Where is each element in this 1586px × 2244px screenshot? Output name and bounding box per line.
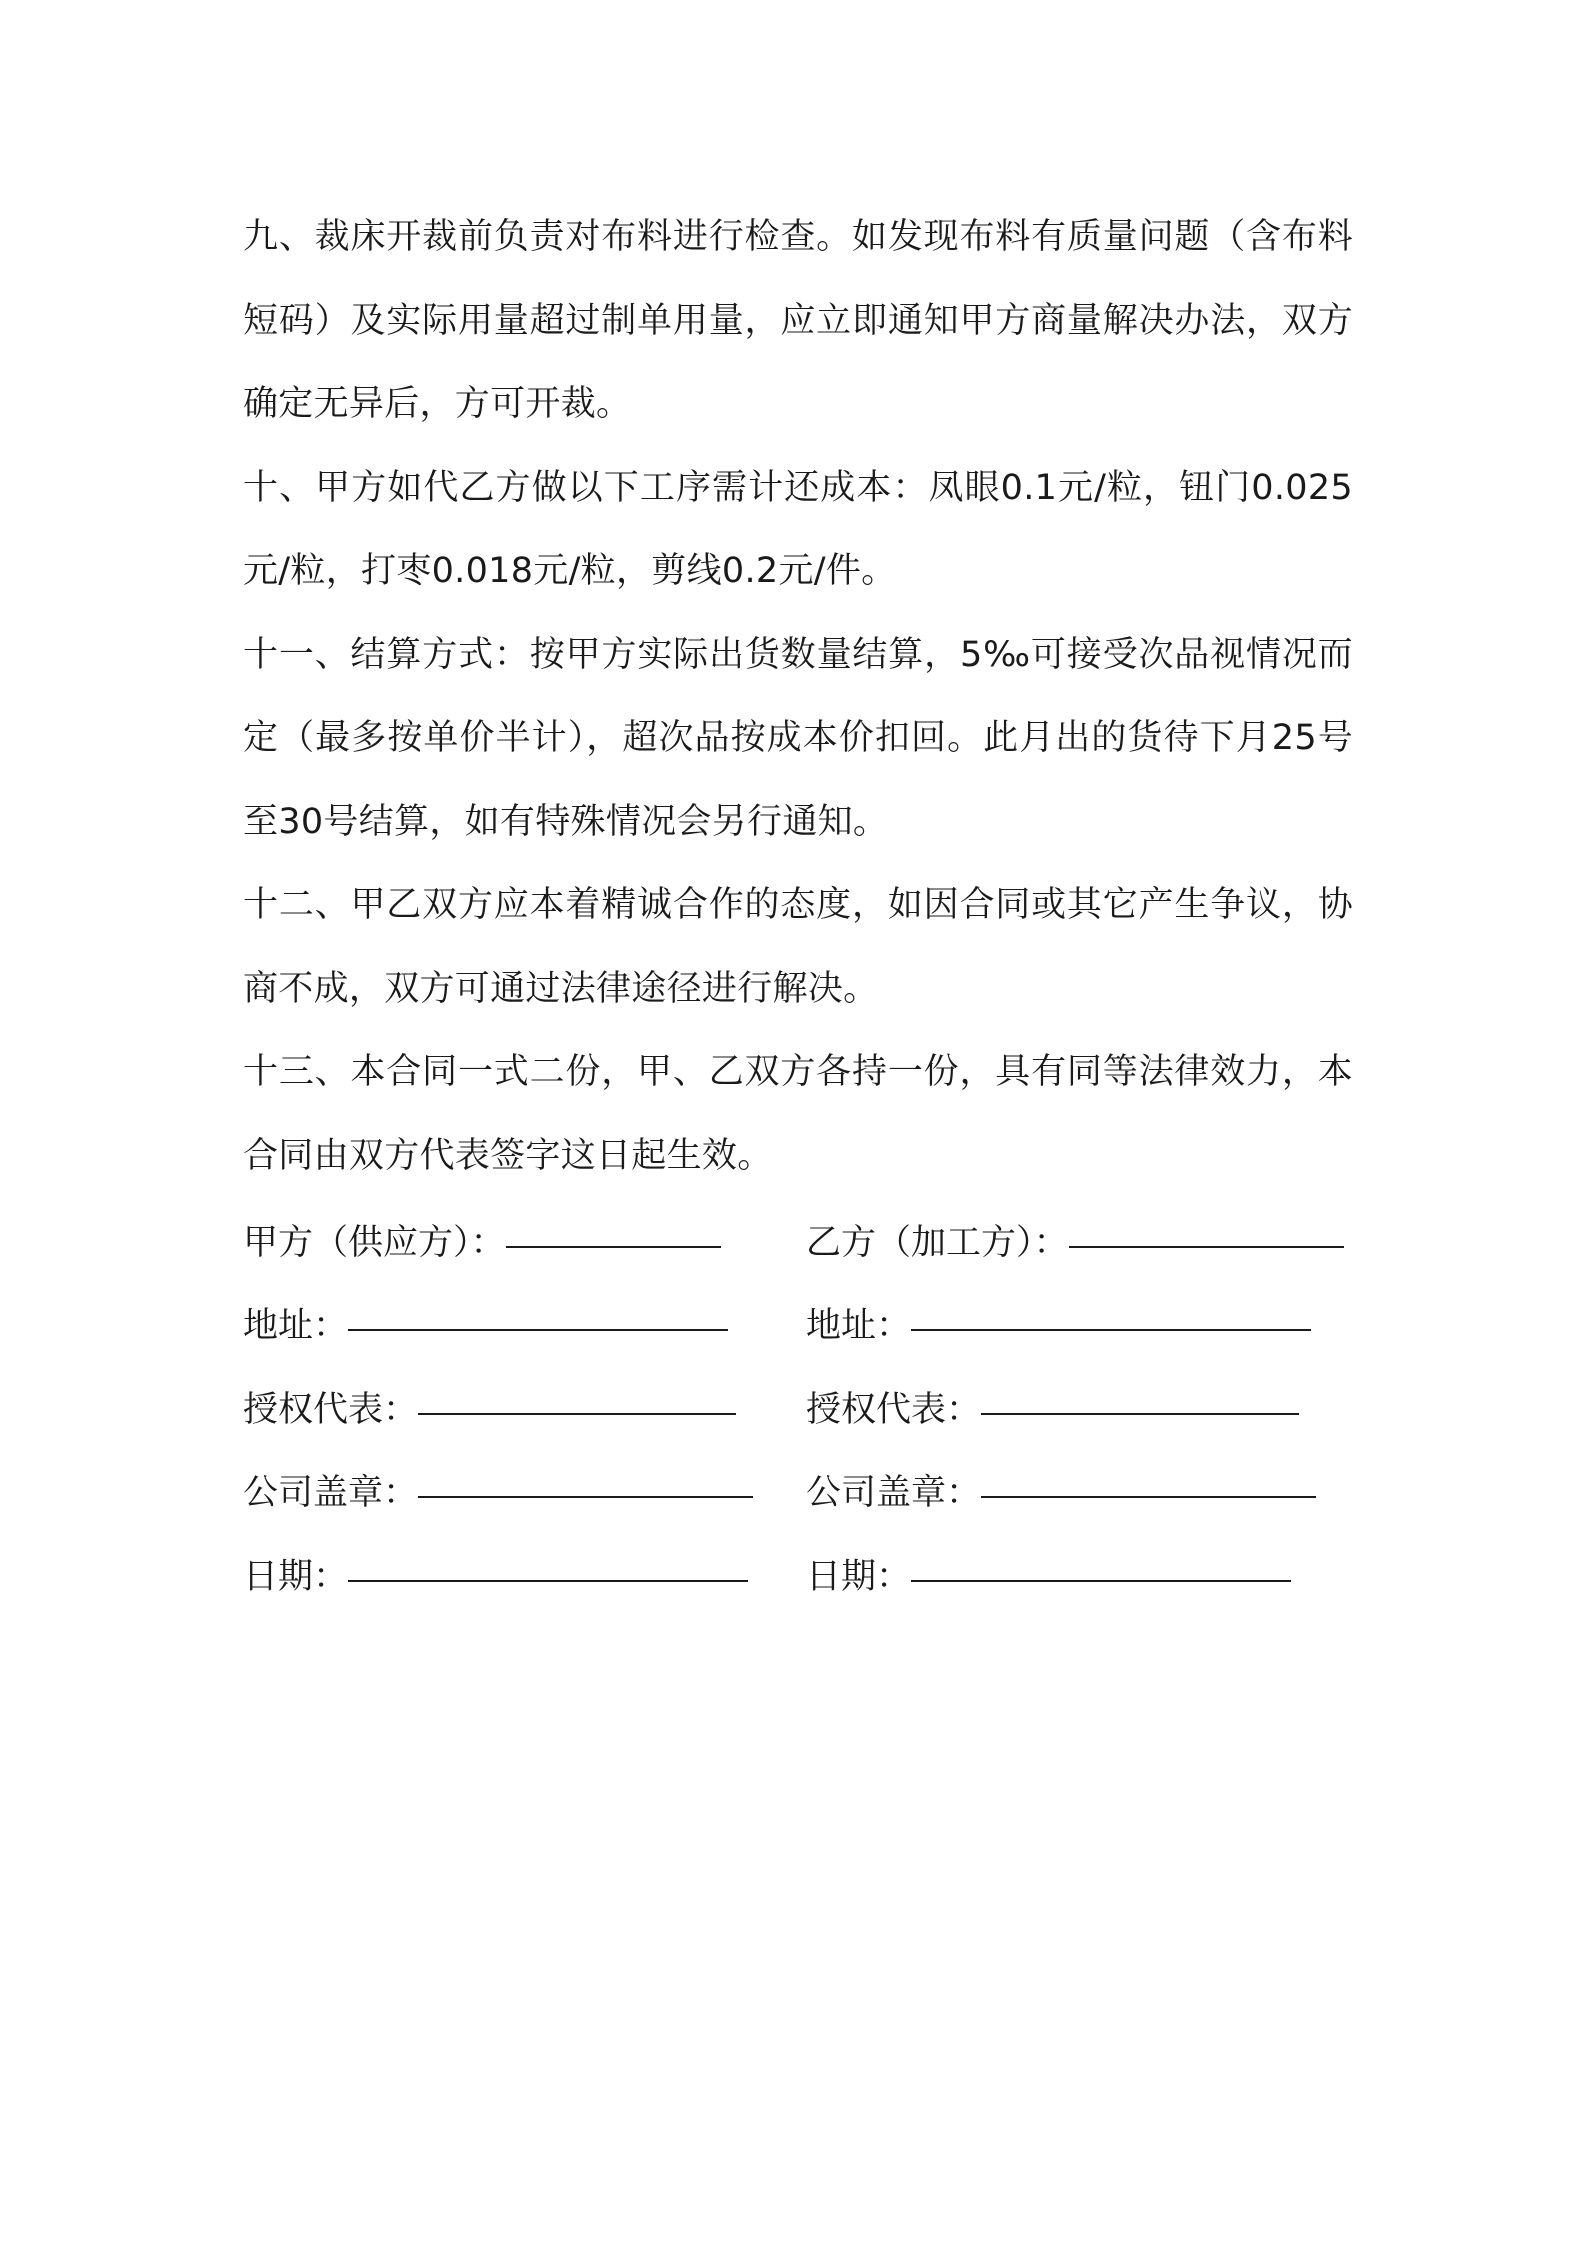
party-a-seal-blank	[418, 1495, 753, 1498]
party-b-name-blank	[1069, 1245, 1344, 1248]
clause-12: 十二、甲乙双方应本着精诚合作的态度，如因合同或其它产生争议，协商不成，双方可通过法律途径进行解决。	[243, 885, 1353, 1009]
party-a-seal-label: 公司盖章：	[243, 1473, 419, 1514]
party-a-address-label: 地址：	[243, 1306, 349, 1347]
party-a-representative-field	[243, 1382, 806, 1432]
party-a-representative-blank	[418, 1412, 736, 1415]
party-a-label: 甲方（供应方）：	[243, 1222, 506, 1263]
signature-row-representative	[243, 1365, 1353, 1449]
party-a-date-label: 日期：	[243, 1556, 349, 1597]
clause-10: 十、甲方如代乙方做以下工序需计还成本：凤眼0.1元/粒，钮门0.025元/粒，打枣0.018元/粒，剪线0.2元/件。	[243, 467, 1353, 591]
party-b-representative-blank	[981, 1412, 1299, 1415]
party-b-date-field	[806, 1549, 1353, 1599]
party-b-seal-field	[806, 1465, 1353, 1515]
party-b-address-blank	[911, 1328, 1311, 1331]
party-b-date-label: 日期：	[806, 1556, 912, 1597]
party-b-address-label: 地址：	[806, 1306, 912, 1347]
party-b-date-blank	[911, 1579, 1291, 1582]
party-a-date-blank	[348, 1579, 748, 1582]
signature-row-address	[243, 1282, 1353, 1366]
party-a-name-field	[243, 1215, 806, 1265]
party-a-name-blank	[506, 1245, 721, 1248]
party-b-name-field	[806, 1215, 1353, 1265]
party-b-seal-label: 公司盖章：	[806, 1473, 982, 1514]
party-b-seal-blank	[981, 1495, 1316, 1498]
signature-row-party	[243, 1198, 1353, 1282]
party-a-representative-label: 授权代表：	[243, 1389, 419, 1430]
signature-block	[243, 1198, 1353, 1616]
clause-9: 九、裁床开裁前负责对布料进行检查。如发现布料有质量问题（含布料短码）及实际用量超过制单用量，应立即通知甲方商量解决办法，双方确定无异后，方可开裁。	[243, 217, 1353, 424]
party-a-address-blank	[348, 1328, 728, 1331]
party-a-date-field	[243, 1549, 806, 1599]
party-b-representative-field	[806, 1382, 1353, 1432]
party-b-representative-label: 授权代表：	[806, 1389, 982, 1430]
party-a-seal-field	[243, 1465, 806, 1515]
signature-row-date	[243, 1532, 1353, 1616]
contract-body	[243, 196, 1353, 1616]
clause-13: 十三、本合同一式二份，甲、乙双方各持一份，具有同等法律效力，本合同由双方代表签字这日起生效。	[243, 1052, 1353, 1176]
party-b-label: 乙方（加工方）：	[806, 1222, 1069, 1263]
party-b-address-field	[806, 1298, 1353, 1348]
signature-row-seal	[243, 1449, 1353, 1533]
party-a-address-field	[243, 1298, 806, 1348]
clause-11: 十一、结算方式：按甲方实际出货数量结算，5‰可接受次品视情况而定（最多按单价半计），超次品按成本价扣回。此月出的货待下月25号至30号结算，如有特殊情况会另行通知。	[243, 634, 1353, 842]
